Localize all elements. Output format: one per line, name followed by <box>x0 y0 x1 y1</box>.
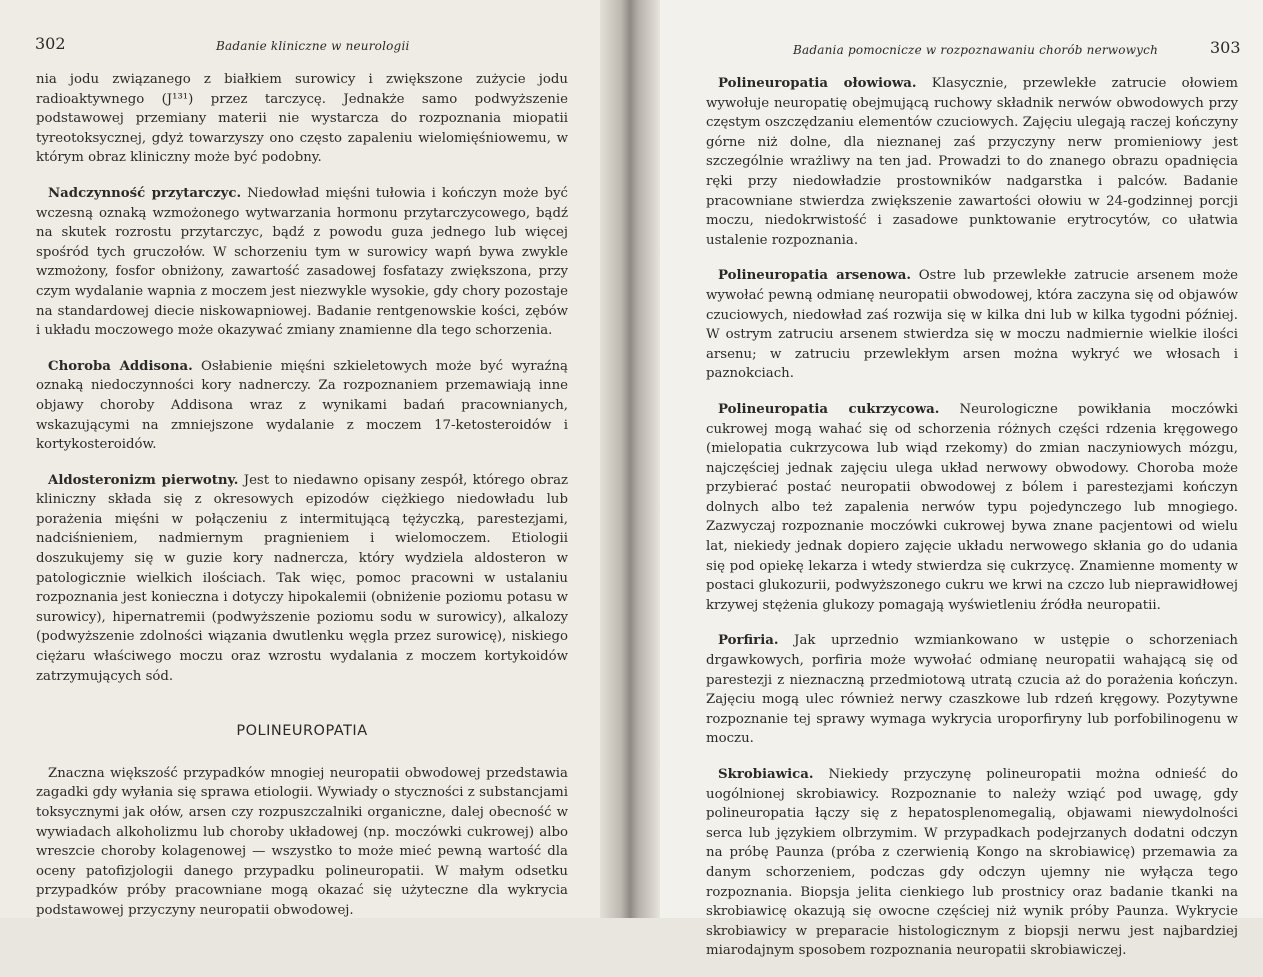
left-page <box>0 0 620 918</box>
paragraph-text: Jest to niedawno opisany zespół, którego obraz kliniczny składa się z okresowych epizodów ciężkiego niedowładu lub porażenia mięśni w połączeniu z intermitującą tężyczką, parestezjami, nadciśnieniem, nadmiernym pragnieniem i wielomoczem. Etiologii doszukujemy się w guzie kory nadnercza, który wydziela aldosteron w patologicznie wielkich ilościach. Tak więc, pomoc pracowni w ustalaniu rozpoznania jest konieczna i dotyczy hipokalemii (obniżenie poziomu potasu w surowicy), hipernatremii (podwyższenie poziomu sodu w surowicy), alkalozy (podwyższenie zdolności wiązania dwutlenku węgla przez surowicę), niskiego ciężaru właściwego moczu oraz wzrostu wydalania z moczem kortykoidów zatrzymujących sód. <box>36 472 569 684</box>
left-page-body <box>36 70 568 937</box>
paragraph <box>36 471 568 687</box>
right-page <box>640 0 1263 959</box>
right-page-header <box>640 34 1263 57</box>
right-page-body <box>706 74 1238 977</box>
paragraph: Znaczna większość przypadków mnogiej neuropatii obwodowej przedstawia zagadki gdy wyłania się sprawa etiologii. Wywiady o styczności z substancjami toksycznymi jak ołów, arsen czy rozpuszczalniki organiczne, dalej obecność w wywiadach alkoholizmu lub choroby układowej (np. moczówki cukrowej) albo wreszcie choroby kolagenowej — wszystko to może mieć pewną wartość dla oceny patofizjologii danego przypadku polineuropatii. W małym odsetku przypadków próby pracowniane mogą okazać się użyteczne dla wykrycia podstawowej przyczyny neuropatii obwodowej. <box>36 765 568 918</box>
paragraph-text: Ostre lub przewlekłe zatrucie arsenem może wywołać pewną odmianę neuropatii obwodowej, która zaczyna się od objawów czuciowych, niedowład zaś rozwija się w kilka dni lub w kilka tygodni później. W ostrym zatruciu arsenem stwierdza się w moczu nadmiernie wielkie ilości arsenu; w zatruciu przewlekłym arsen można wykryć we włosach i paznokciach. <box>706 268 1238 382</box>
paragraph-lead: Nadczynność przytarczyc. <box>48 185 242 201</box>
running-head: Badania pomocnicze w rozpoznawaniu chorób nerwowych <box>793 43 1159 57</box>
page-number: 302 <box>35 34 66 53</box>
paragraph <box>706 74 1238 250</box>
paragraph-lead: Aldosteronizm pierwotny. <box>48 472 239 488</box>
paragraph <box>36 357 568 455</box>
paragraph-text: Klasycznie, przewlekłe zatrucie ołowiem wywołuje neuropatię obejmującą ruchowy składnik nerwów obwodowych przy częstym oszczędzaniu elementów czuciowych. Zajęciu ulegają raczej kończyny górne niż dolne, dla nieznanej zaś przyczyny nerw promieniowy jest szczególnie wrażliwy na ten jad. Prowadzi to do znanego obrazu opadnięcia ręki przy niedowładzie prostowników nadgarstka i palców. Badanie pracowniane stwierdza zwiększenie zawartości ołowiu w 24-godzinnej porcji moczu, niedokrwistość i zasadowe punktowanie erytrocytów, co ułatwia ustalenie rozpoznania. <box>706 76 1239 248</box>
paragraph <box>706 765 1238 961</box>
section-title: POLINEUROPATIA <box>236 723 368 740</box>
paragraph-lead: Polineuropatia cukrzycowa. <box>718 401 940 417</box>
paragraph-text: nia jodu związanego z białkiem surowicy i zwiększone zużycie jodu radioaktywnego (J¹³¹) przez tarczycę. Jednakże samo podwyższenie podstawowej przemiany materii nie wystarcza do rozpoznania miopatii tyreotoksycznej, gdyż towarzyszy ono często zapaleniu wielomięśniowemu, w którym obraz kliniczny może być podobny. <box>36 72 568 166</box>
left-page-header <box>0 34 620 54</box>
paragraph-lead: Polineuropatia arsenowa. <box>718 268 911 284</box>
paragraph-text: Niedowład mięśni tułowia i kończyn może być wczesną oznaką wzmożonego wytwarzania hormonu przytarczycowego, bądź na skutek rozrostu przytarczyc, bądź z powodu guza jednego lub więcej spośród tych gruczołów. W schorzeniu tym w surowicy wapń bywa zwykle wzmożony, fosfor obniżony, zawartość zasadowej fosfatazy zwiększona, przy czym wydalanie wapnia z moczem jest niezwykle wysokie, gdy chory pozostaje na standardowej diecie niskowapniowej. Badanie rentgenowskie kości, zębów i układu moczowego może okazywać zmiany znamienne dla tego schorzenia. <box>36 185 568 339</box>
paragraph-text: Osłabienie mięśni szkieletowych może być wyraźną oznaką niedoczynności kory nadnerczy. Za rozpoznaniem przemawiają inne objawy choroby Addisona wraz z wynikami badań pracownianych, wskazującymi na zmniejszone wydalanie z moczem 17-ketosteroidów i kortykosteroidów. <box>36 358 568 453</box>
paragraph-lead: Skrobiawica. <box>718 767 814 782</box>
paragraph-lead: Porfiria. <box>718 633 779 649</box>
paragraph-text: Neurologiczne powikłania moczówki cukrowej mogą wahać się od schorzenia różnych części rdzenia kręgowego (mielopatia cukrzycowa lub wiąd rzekomy) do zmian naczyniowych mózgu, najczęściej jednak zajęciu ulega układ nerwowy obwodowy. Choroba może przybierać postać neuropatii obwodowej z bólem i parestezjami kończyn dolnych albo też zapalenia nerwów typu pojedynczego lub mnogiego. Zazwyczaj rozpoznanie moczówki cukrowej bywa znane pacjentowi od wielu lat, niekiedy jednak dopiero zajęcie układu nerwowego skłania go do udania się pod opiekę lekarza i wtedy stwierdza się cukrzycę. Znamienne momenty w postaci glukozurii, podwyższonego cukru we krwi na czczo lub nieprawidłowej krzywej stężenia glukozy pomagają wyświetleniu źródła neuropatii. <box>706 401 1238 613</box>
paragraph <box>36 184 568 341</box>
paragraph <box>706 266 1238 384</box>
page-number: 303 <box>1210 38 1241 57</box>
paragraph-text: Niekiedy przyczynę polineuropatii można odnieść do uogólnionej skrobiawicy. Rozpoznanie to należy wziąć pod uwagę, gdy polineuropatia łączy się z hepatosplenomegalią, objawami niewydolności serca lub językiem olbrzymim. W przypadkach podejrzanych dodatni odczyn na próbę Paunza (próba z czerwienią Kongo na skrobiawicę) przemawia za danym schorzeniem, podczas gdy odczyn ujemny nie wyłącza tego rozpoznania. Biopsja jelita cienkiego lub prostnicy oraz badanie tkanki na skrobiawicę okazują się owocne częściej niż wynik próby Paunza. Wykrycie skrobiawicy w preparacie histologicznym z biopsji nerwu jest najbardziej miarodajnym sposobem rozpoznania neuropatii skrobiawiczej. <box>706 767 1238 959</box>
paragraph <box>36 70 568 168</box>
paragraph-lead: Polineuropatia ołowiowa. <box>718 76 917 91</box>
running-head: Badanie kliniczne w neurologii <box>216 39 410 53</box>
paragraph <box>706 631 1238 749</box>
paragraph-text: Jak uprzednio wzmiankowano w ustępie o schorzeniach drgawkowych, porfiria może wywołać odmianę neuropatii wahającą się od parestezji z nieznaczną przedmiotową utratą czucia aż do porażenia kończyn. Zajęciu mogą ulec również nerwy czaszkowe lub rdzeń kręgowy. Pozytywne rozpoznanie tej sprawy wymaga wykrycia uroporfiryny lub porfobilinogenu w moczu. <box>706 633 1238 747</box>
paragraph <box>706 400 1238 616</box>
book-gutter-shadow <box>600 0 660 918</box>
paragraph-lead: Choroba Addisona. <box>48 358 193 374</box>
